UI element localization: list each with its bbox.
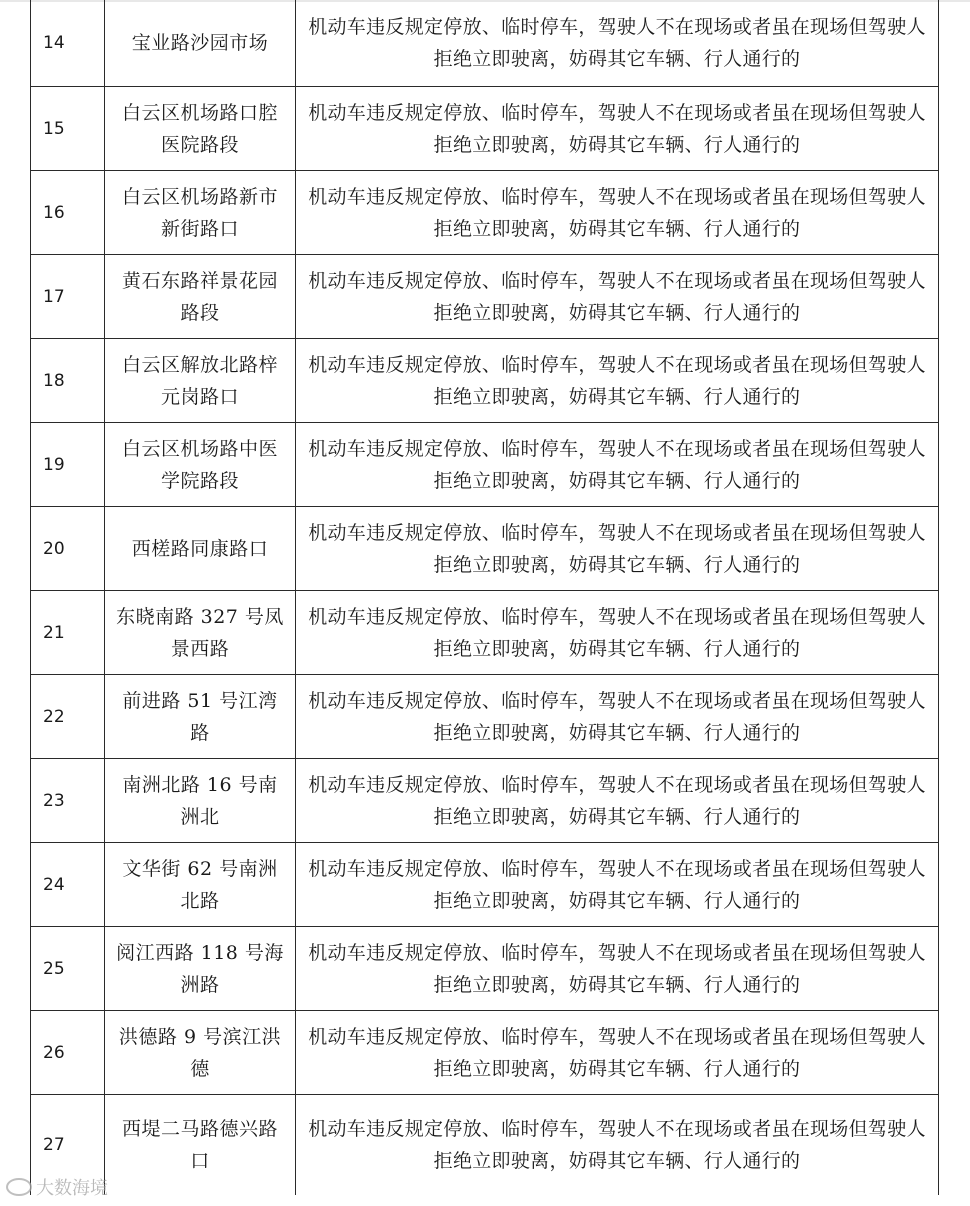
- row-violation: 机动车违反规定停放、临时停车，驾驶人不在现场或者虽在现场但驾驶人拒绝立即驶离，妨碍其它车辆、行人通行的: [296, 591, 939, 675]
- row-number: 20: [31, 507, 105, 591]
- table-row: [31, 927, 939, 1011]
- row-number: 19: [31, 423, 105, 507]
- table-row: [31, 423, 939, 507]
- table-row: [31, 1011, 939, 1095]
- watermark: [6, 1174, 108, 1200]
- row-location: 阅江西路 118 号海洲路: [105, 927, 296, 1011]
- row-violation: 机动车违反规定停放、临时停车，驾驶人不在现场或者虽在现场但驾驶人拒绝立即驶离，妨碍其它车辆、行人通行的: [296, 843, 939, 927]
- table-row: [31, 591, 939, 675]
- row-number: 24: [31, 843, 105, 927]
- row-number: 22: [31, 675, 105, 759]
- row-location: 洪德路 9 号滨江洪德: [105, 1011, 296, 1095]
- row-violation: 机动车违反规定停放、临时停车，驾驶人不在现场或者虽在现场但驾驶人拒绝立即驶离，妨碍其它车辆、行人通行的: [296, 1095, 939, 1196]
- row-location: 宝业路沙园市场: [105, 0, 296, 87]
- row-violation: 机动车违反规定停放、临时停车，驾驶人不在现场或者虽在现场但驾驶人拒绝立即驶离，妨碍其它车辆、行人通行的: [296, 1011, 939, 1095]
- table-row: [31, 1095, 939, 1196]
- table-row: [31, 339, 939, 423]
- row-violation: 机动车违反规定停放、临时停车，驾驶人不在现场或者虽在现场但驾驶人拒绝立即驶离，妨碍其它车辆、行人通行的: [296, 927, 939, 1011]
- row-location: 白云区机场路口腔医院路段: [105, 87, 296, 171]
- row-location: 白云区机场路中医学院路段: [105, 423, 296, 507]
- row-violation: 机动车违反规定停放、临时停车，驾驶人不在现场或者虽在现场但驾驶人拒绝立即驶离，妨碍其它车辆、行人通行的: [296, 171, 939, 255]
- row-violation: 机动车违反规定停放、临时停车，驾驶人不在现场或者虽在现场但驾驶人拒绝立即驶离，妨碍其它车辆、行人通行的: [296, 255, 939, 339]
- row-location: 白云区解放北路梓元岗路口: [105, 339, 296, 423]
- row-violation: 机动车违反规定停放、临时停车，驾驶人不在现场或者虽在现场但驾驶人拒绝立即驶离，妨碍其它车辆、行人通行的: [296, 507, 939, 591]
- violation-table-container: [30, 0, 938, 1195]
- table-row: [31, 171, 939, 255]
- table-row: [31, 675, 939, 759]
- row-number: 17: [31, 255, 105, 339]
- table-body: [31, 0, 939, 1195]
- table-row: [31, 255, 939, 339]
- weibo-logo-icon: [6, 1178, 32, 1196]
- table-row: [31, 507, 939, 591]
- row-location: 前进路 51 号江湾路: [105, 675, 296, 759]
- row-location: 东晓南路 327 号凤景西路: [105, 591, 296, 675]
- violation-locations-table: [30, 0, 939, 1195]
- table-row: [31, 843, 939, 927]
- watermark-text: 大数海境: [36, 1178, 108, 1199]
- row-location: 白云区机场路新市新街路口: [105, 171, 296, 255]
- row-location: 西槎路同康路口: [105, 507, 296, 591]
- row-location: 南洲北路 16 号南洲北: [105, 759, 296, 843]
- table-row: [31, 0, 939, 87]
- row-violation: 机动车违反规定停放、临时停车，驾驶人不在现场或者虽在现场但驾驶人拒绝立即驶离，妨碍其它车辆、行人通行的: [296, 759, 939, 843]
- row-violation: 机动车违反规定停放、临时停车，驾驶人不在现场或者虽在现场但驾驶人拒绝立即驶离，妨碍其它车辆、行人通行的: [296, 0, 939, 87]
- row-number: 26: [31, 1011, 105, 1095]
- row-number: 18: [31, 339, 105, 423]
- row-violation: 机动车违反规定停放、临时停车，驾驶人不在现场或者虽在现场但驾驶人拒绝立即驶离，妨碍其它车辆、行人通行的: [296, 423, 939, 507]
- row-location: 西堤二马路德兴路口: [105, 1095, 296, 1196]
- row-number: 23: [31, 759, 105, 843]
- table-row: [31, 87, 939, 171]
- row-number: 16: [31, 171, 105, 255]
- row-number: 27: [31, 1095, 105, 1196]
- row-violation: 机动车违反规定停放、临时停车，驾驶人不在现场或者虽在现场但驾驶人拒绝立即驶离，妨碍其它车辆、行人通行的: [296, 339, 939, 423]
- row-number: 25: [31, 927, 105, 1011]
- row-number: 15: [31, 87, 105, 171]
- row-violation: 机动车违反规定停放、临时停车，驾驶人不在现场或者虽在现场但驾驶人拒绝立即驶离，妨碍其它车辆、行人通行的: [296, 675, 939, 759]
- row-violation: 机动车违反规定停放、临时停车，驾驶人不在现场或者虽在现场但驾驶人拒绝立即驶离，妨碍其它车辆、行人通行的: [296, 87, 939, 171]
- row-number: 21: [31, 591, 105, 675]
- row-number: 14: [31, 0, 105, 87]
- row-location: 黄石东路祥景花园路段: [105, 255, 296, 339]
- table-row: [31, 759, 939, 843]
- row-location: 文华街 62 号南洲北路: [105, 843, 296, 927]
